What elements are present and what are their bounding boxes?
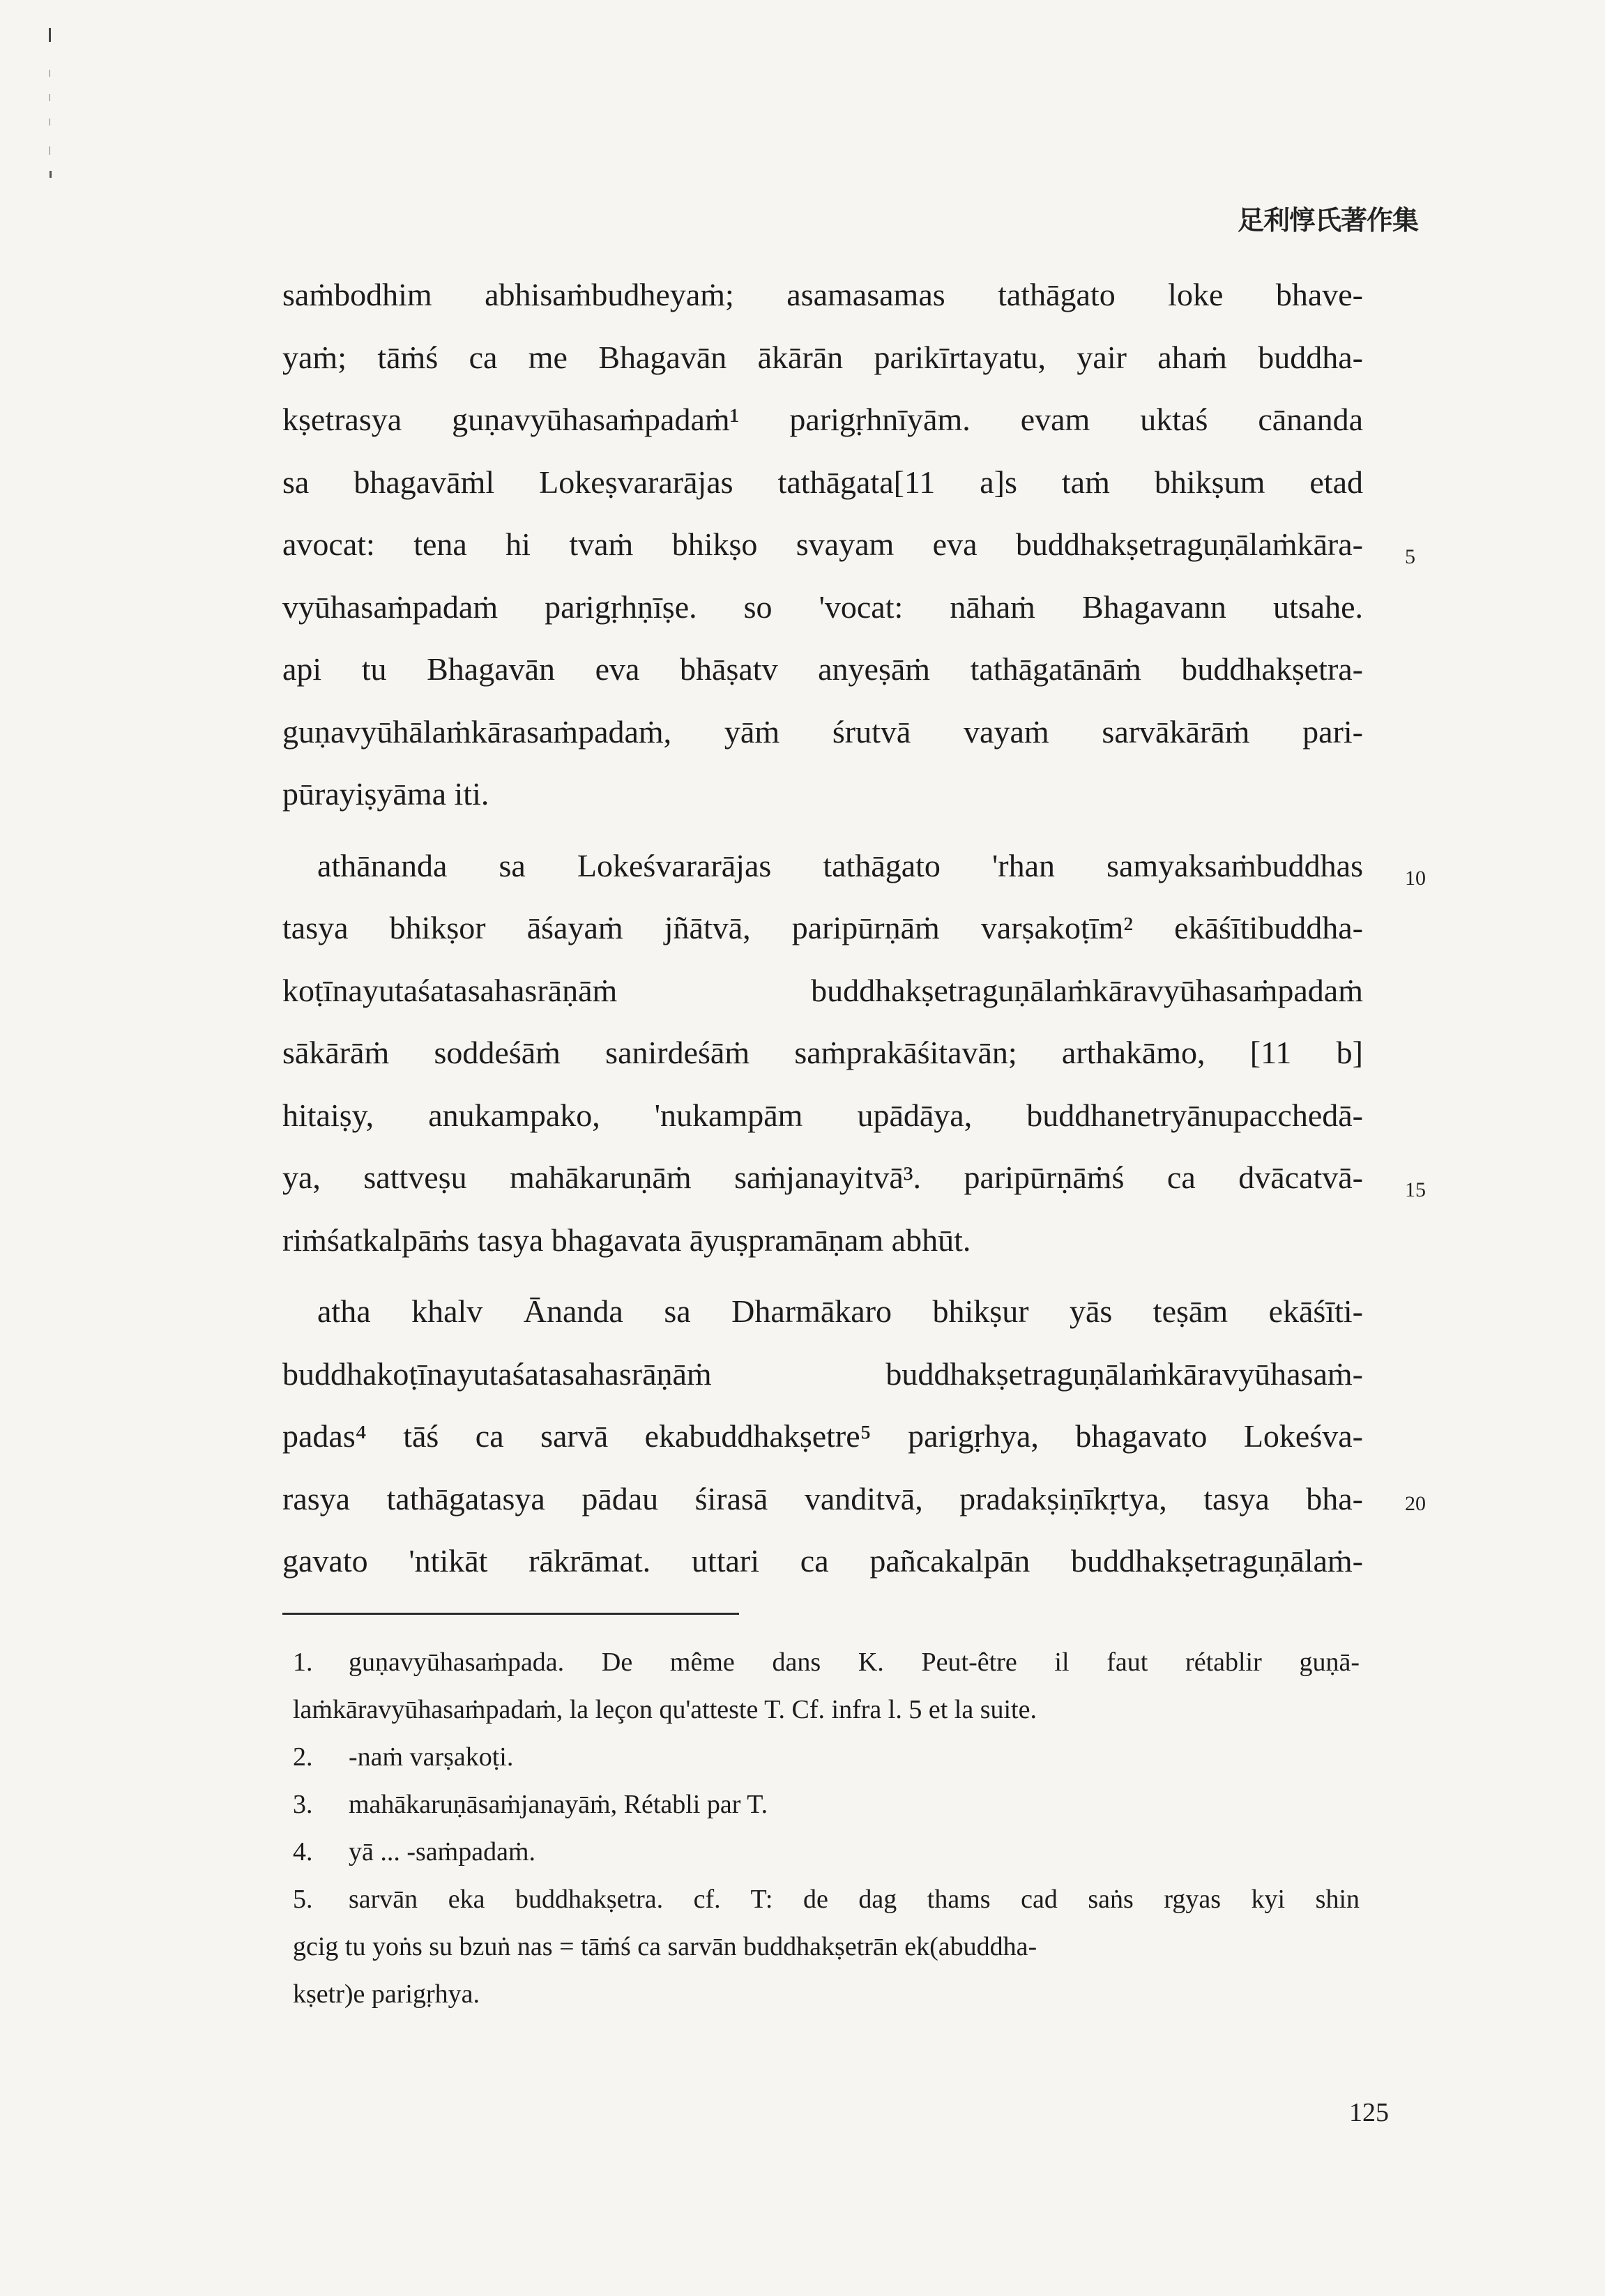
footnotes — [293, 1639, 1360, 2018]
body-line: padas⁴ tāś ca sarvā ekabuddhakṣetre⁵ parigṛhya, bhagavato Lokeśva- — [282, 1418, 1363, 1454]
page-number: 125 — [1349, 2098, 1389, 2127]
body-line: guṇavyūhālaṁkārasaṁpadaṁ, yāṁ śrutvā vayaṁ sarvākārāṁ pari- — [282, 713, 1363, 750]
footnote — [293, 1733, 1360, 1781]
body-line: pūrayiṣyāma iti. — [282, 776, 489, 812]
footnote-continuation: kṣetr)e parigṛhya. — [293, 1979, 480, 2009]
line-number: 20 — [1405, 1492, 1426, 1515]
body-line: koṭīnayutaśatasahasrāṇāṁ buddhakṣetraguṇālaṁkāravyūhasaṁpadaṁ — [282, 972, 1363, 1008]
body-line: api tu Bhagavān eva bhāṣatv anyeṣāṁ tathāgatānāṁ buddhakṣetra- — [282, 651, 1363, 687]
scan-specks — [49, 28, 77, 209]
body-line: athānanda sa Lokeśvararājas tathāgato 'rhan samyaksaṁbuddhas — [317, 847, 1363, 883]
body-line: hitaiṣy, anukampako, 'nukampām upādāya, buddhanetryānupacchedā- — [282, 1097, 1363, 1133]
footnote — [293, 1781, 1360, 1828]
line-number: 15 — [1405, 1178, 1426, 1201]
footnote-text: yā ... -saṁpadaṁ. — [349, 1837, 536, 1867]
body-line: sa bhagavāṁl Lokeṣvararājas tathāgata[11 a]s taṁ bhikṣum etad — [282, 464, 1363, 500]
footnote-number: 3. — [293, 1790, 313, 1819]
line-number: 5 — [1405, 545, 1415, 568]
body-line: yaṁ; tāṁś ca me Bhagavān ākārān parikīrtayatu, yair ahaṁ buddha- — [282, 339, 1363, 375]
body-line: saṁbodhim abhisaṁbudheyaṁ; asamasamas tathāgato loke bhave- — [282, 277, 1363, 312]
footnote-text: sarvān eka buddhakṣetra. cf. T: de dag thams cad saṅs rgyas kyi shin — [349, 1885, 1360, 1914]
footnote — [293, 1876, 1360, 1923]
body-line: atha khalv Ānanda sa Dharmākaro bhikṣur yās teṣām ekāśīti- — [317, 1293, 1363, 1329]
footnote-number: 2. — [293, 1742, 313, 1772]
footnote — [293, 1639, 1360, 1686]
body-line: riṁśatkalpāṁs tasya bhagavata āyuṣpramāṇam abhūt. — [282, 1222, 971, 1258]
line-number: 10 — [1405, 867, 1426, 890]
footnote-continuation: gcig tu yoṅs su bzuṅ nas = tāṁś ca sarvān buddhakṣetrān ek(abuddha- — [293, 1932, 1037, 1961]
body-line: ya, sattveṣu mahākaruṇāṁ saṁjanayitvā³. paripūrṇāṁś ca dvācatvā- — [282, 1160, 1363, 1195]
footnote-text: guṇavyūhasaṁpada. De même dans K. Peut-être il faut rétablir guṇā- — [349, 1648, 1360, 1677]
body-line: kṣetrasya guṇavyūhasaṁpadaṁ¹ parigṛhnīyām. evam uktaś cānanda — [282, 402, 1363, 437]
footnote-text: mahākaruṇāsaṁjanayāṁ, Rétabli par T. — [349, 1790, 768, 1819]
footnote-continuation: laṁkāravyūhasaṁpadaṁ, la leçon qu'atteste T. Cf. infra l. 5 et la suite. — [293, 1695, 1037, 1724]
footnote-separator — [282, 1613, 739, 1615]
body-line: rasya tathāgatasya pādau śirasā vanditvā, pradakṣiṇīkṛtya, tasya bha- — [282, 1480, 1363, 1516]
body-text — [282, 264, 1363, 1592]
body-line: buddhakoṭīnayutaśatasahasrāṇāṁ buddhakṣetraguṇālaṁkāravyūhasaṁ- — [282, 1355, 1363, 1392]
body-line: tasya bhikṣor āśayaṁ jñātvā, paripūrṇāṁ varṣakoṭīm² ekāśītibuddha- — [282, 910, 1363, 945]
body-line: avocat: tena hi tvaṁ bhikṣo svayam eva buddhakṣetraguṇālaṁkāra- — [282, 526, 1363, 562]
body-line: gavato 'ntikāt rākrāmat. uttari ca pañcakalpān buddhakṣetraguṇālaṁ- — [282, 1543, 1363, 1579]
footnote-number: 1. — [293, 1648, 313, 1677]
footnote-number: 5. — [293, 1885, 313, 1914]
footnote-number: 4. — [293, 1837, 313, 1867]
footnote — [293, 1828, 1360, 1876]
body-line: vyūhasaṁpadaṁ parigṛhṇīṣe. so 'vocat: nāhaṁ Bhagavann utsahe. — [282, 588, 1363, 625]
footnote-text: -naṁ varṣakoṭi. — [349, 1742, 514, 1772]
body-line: sākārāṁ soddeśāṁ sanirdeśāṁ saṁprakāśitavān; arthakāmo, [11 b] — [282, 1035, 1363, 1070]
running-header: 足利惇氏著作集 — [1237, 205, 1418, 236]
